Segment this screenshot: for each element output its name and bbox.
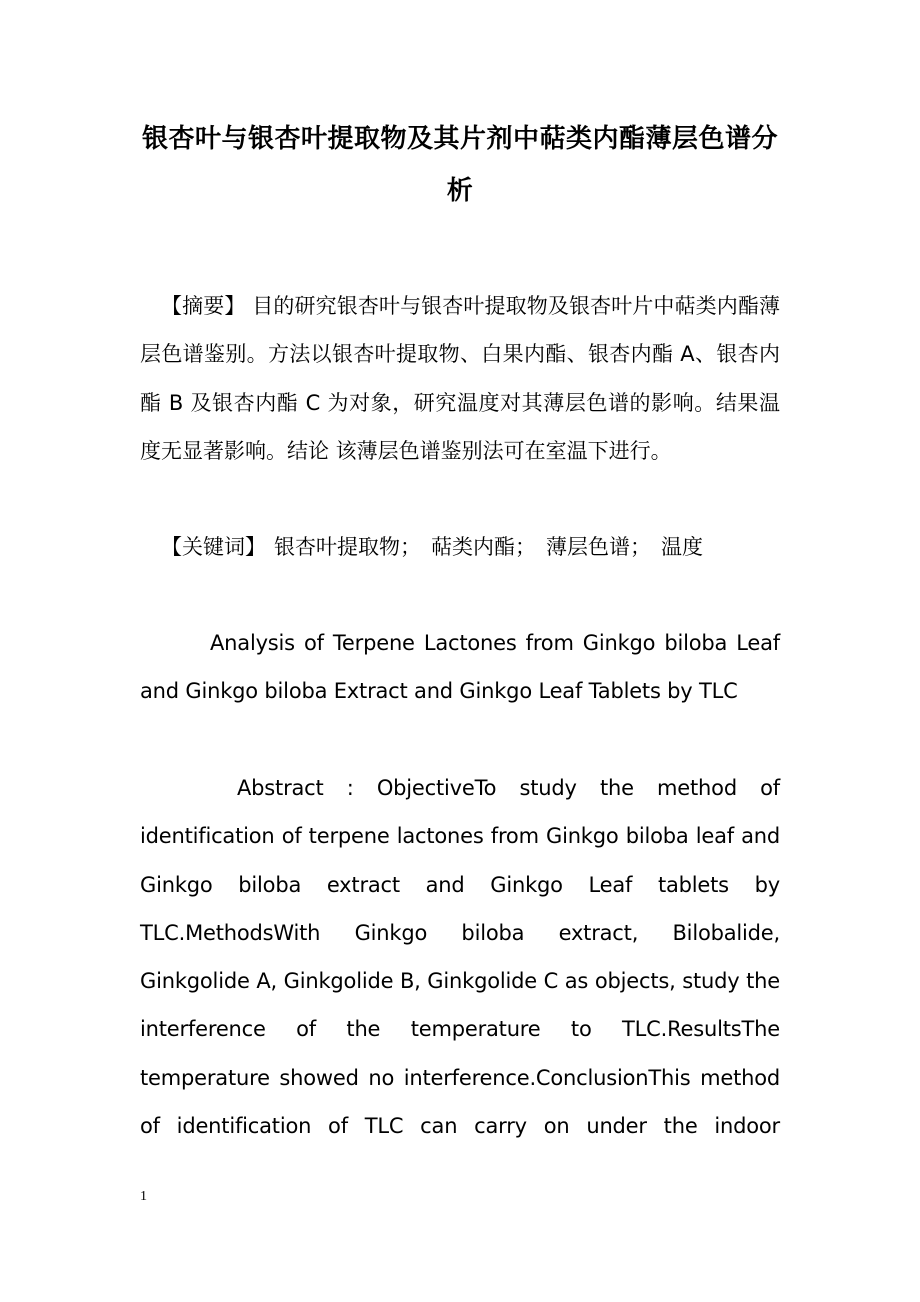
keyword-item: 银杏叶提取物； [274,535,421,559]
page-number: 1 [140,1189,147,1204]
english-abstract: Abstract : ObjectiveTo study the method of identification of terpene lactones from Ginkgo biloba leaf and Ginkgo biloba extract and Ginkgo Leaf tablets by TLC.MethodsWith Ginkgo biloba extract, Bilobalide, Ginkgolide A, Ginkgolide B, Ginkgolide C as objects, study the interference of the temperature to TLC.ResultsThe temperature showed no interference.ConclusionThis method of identification of TLC can carry on under the indoor [140,776,780,1139]
chinese-keywords [140,523,780,571]
abstract-label: 【摘要】 [161,294,246,318]
document-title: 银杏叶与银杏叶提取物及其片剂中萜类内酯薄层色谱分析 [141,124,778,206]
keyword-item: 薄层色谱； [546,535,651,559]
abstract-text: 目的研究银杏叶与银杏叶提取物及银杏叶片中萜类内酯薄层色谱鉴别。方法以银杏叶提取物、白果内酯、银杏内酯 A、银杏内酯 B 及银杏内酯 C 为对象，研究温度对其薄层色谱的影响。结果温度无显著影响。结论 该薄层色谱鉴别法可在室温下进行。 [140,294,781,463]
english-title: Analysis of Terpene Lactones from Ginkgo biloba Leaf and Ginkgo biloba Extract and Ginkgo Leaf Tablets by TLC [140,631,780,704]
keywords-label: 【关键词】 [161,535,266,559]
keyword-item: 萜类内酯； [431,535,536,559]
chinese-abstract [140,282,780,475]
keyword-item: 温度 [661,535,703,559]
